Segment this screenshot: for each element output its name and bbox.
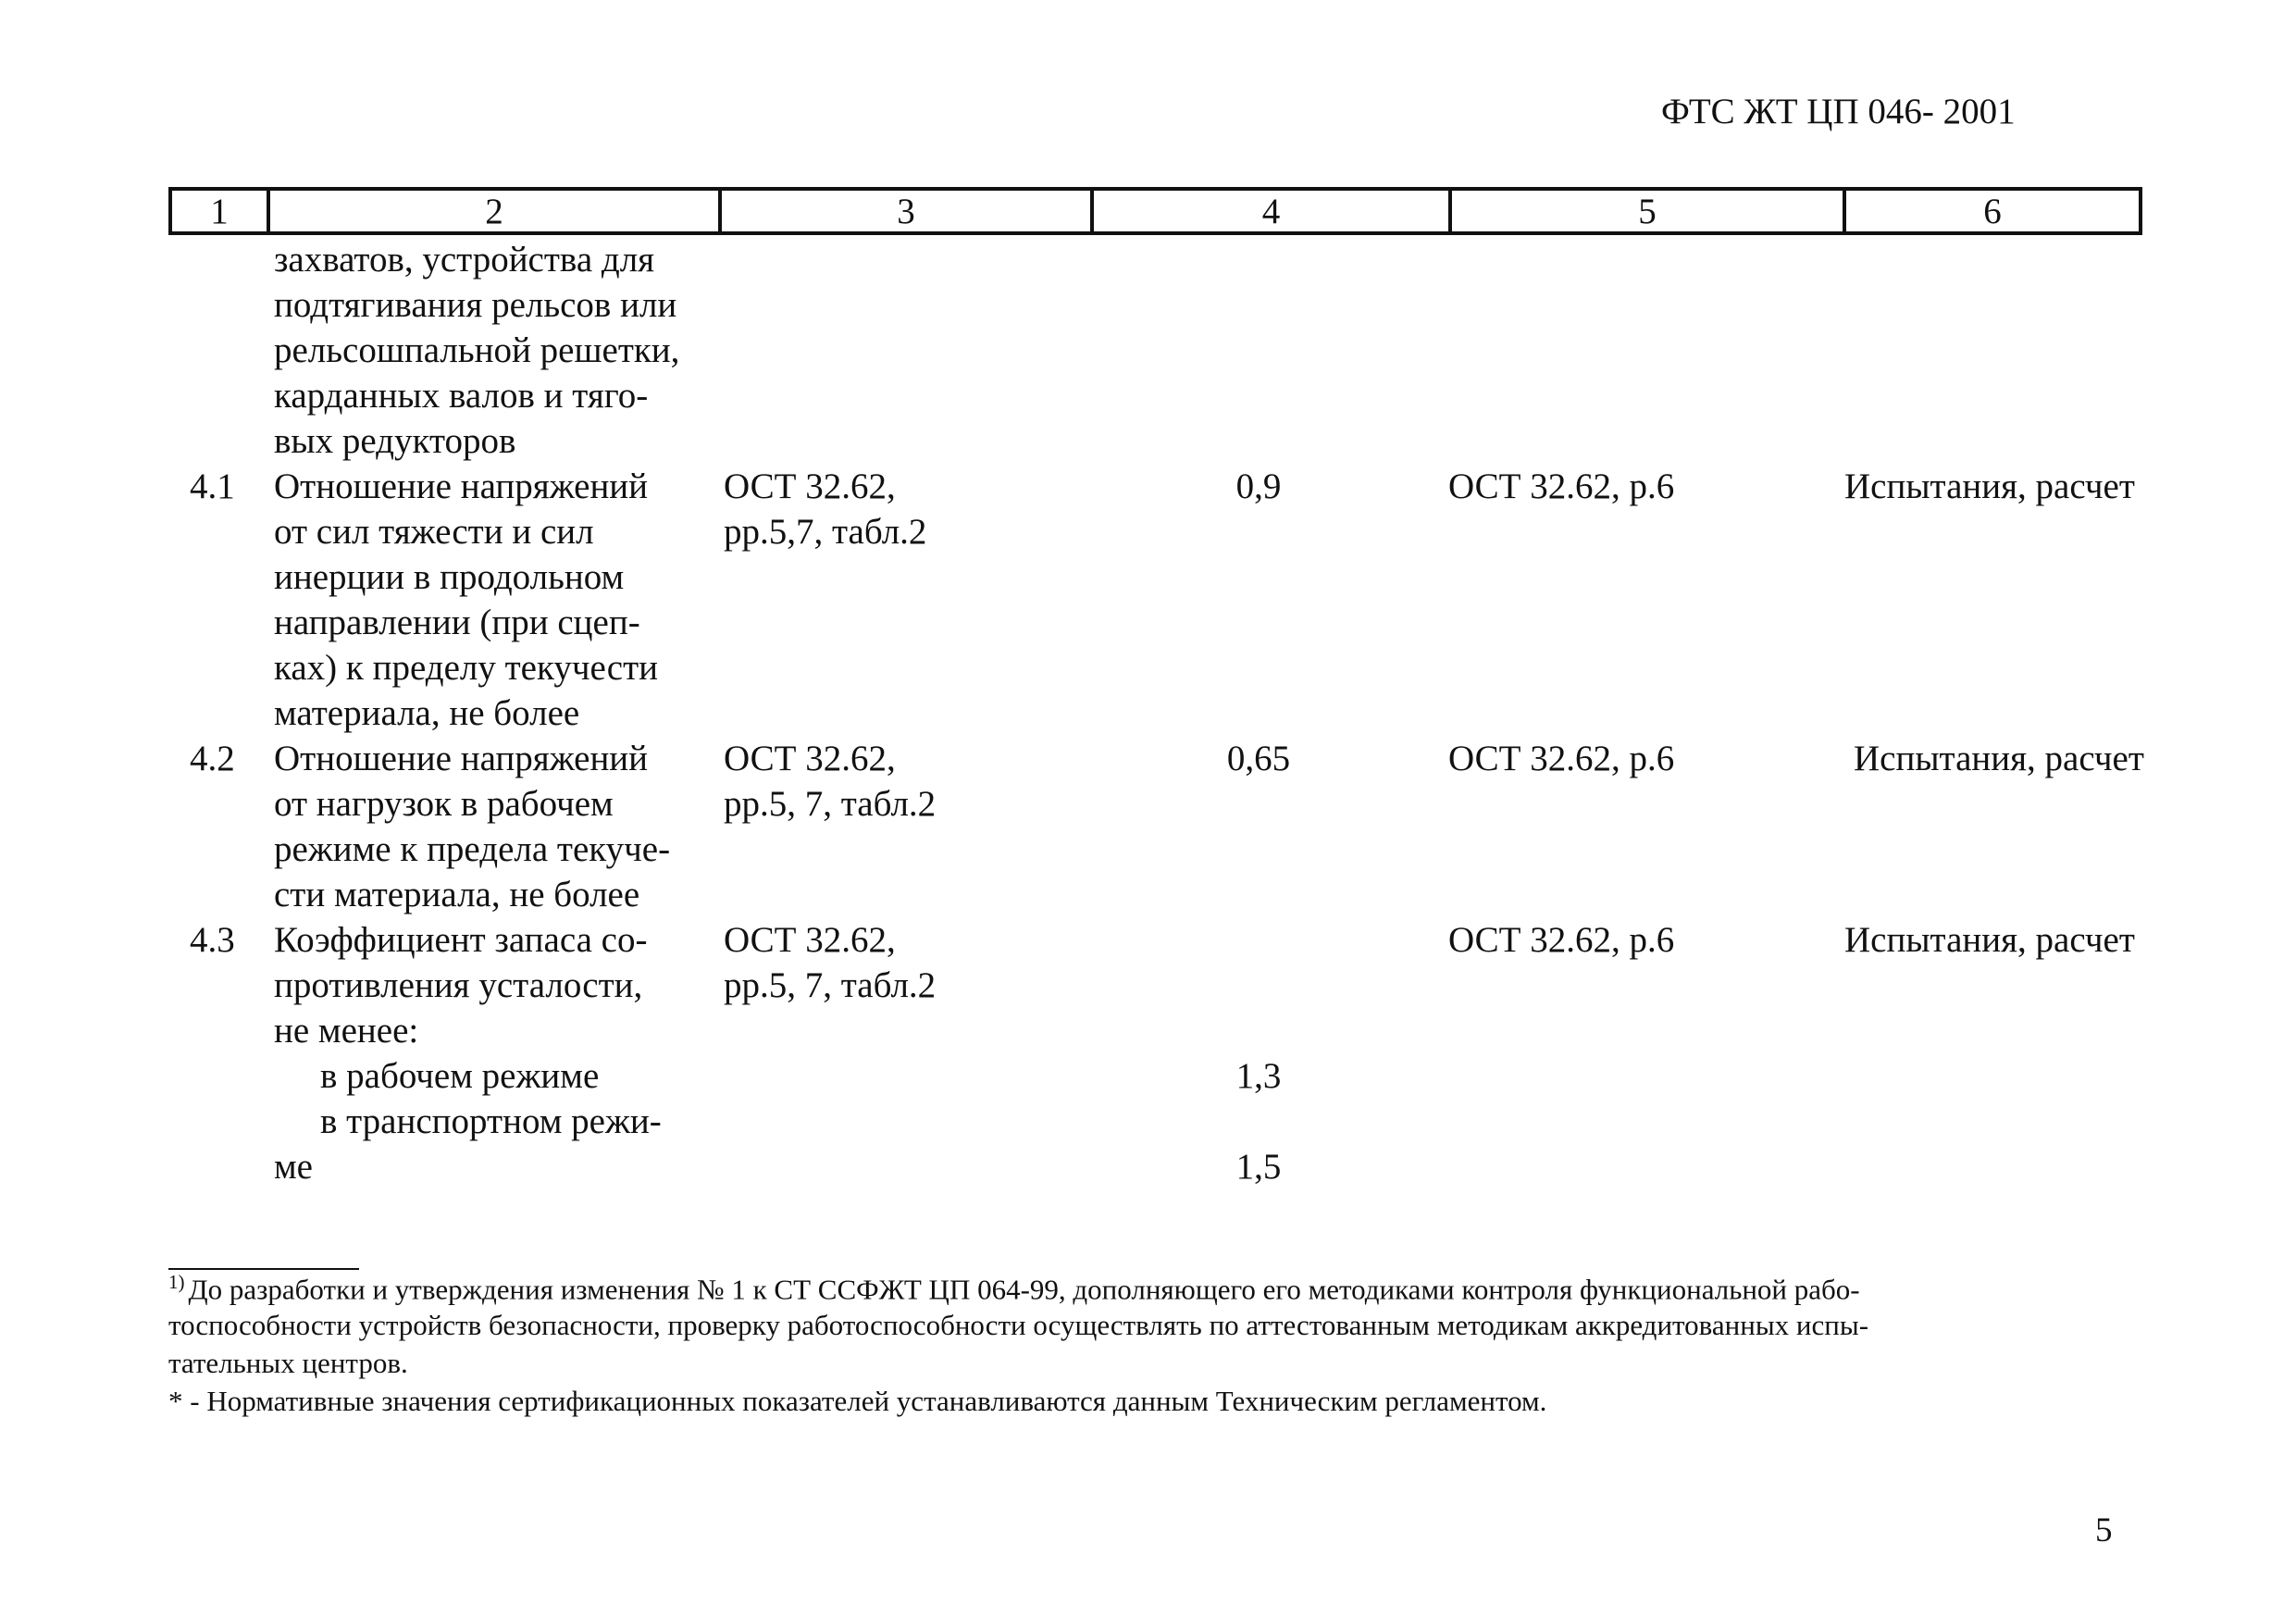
row-description-line: Отношение напряжений (274, 739, 649, 778)
footnote-divider (168, 1268, 359, 1270)
row-description-line: инерции в продольном (274, 557, 625, 597)
column-header-5: 5 (1448, 187, 1843, 235)
column-header-4: 4 (1090, 187, 1448, 235)
row-description-line: направлении (при сцеп- (274, 603, 640, 642)
continuation-line: захватов, устройства для (274, 240, 655, 280)
row-check-type: Испытания, расчет (1844, 920, 2135, 960)
footnote-1-text: До разработки и утверждения изменения № 1 к СТ ССФЖТ ЦП 064-99, дополняющего его методиками контроля функциональной рабо- (188, 1273, 1860, 1306)
column-header-3: 3 (718, 187, 1090, 235)
footnote-2: * - Нормативные значения сертификационных показателей устанавливаются данным Техническим регламентом. (168, 1385, 1547, 1417)
row-description-line: противления усталости, (274, 965, 643, 1005)
column-header-2: 2 (267, 187, 718, 235)
row-number: 4.1 (190, 466, 235, 506)
footnote-1-line (168, 1271, 1860, 1306)
column-header-6: 6 (1843, 187, 2142, 235)
row-description-line: режиме к предела текуче- (274, 829, 671, 869)
row-normative-doc: ОСТ 32.62, (724, 466, 896, 506)
sub-item-label: в рабочем режиме (320, 1056, 600, 1096)
row-method: ОСТ 32.62, р.6 (1448, 466, 1675, 506)
row-number: 4.3 (190, 920, 235, 960)
row-description-line: материала, не более (274, 693, 580, 733)
row-check-type: Испытания, расчет (1854, 739, 2144, 778)
row-description-line: Коэффициент запаса со- (274, 920, 648, 960)
sub-item-value: 1,3 (1235, 1056, 1282, 1096)
table-header-row (168, 187, 2142, 235)
sub-item-label: ме (274, 1147, 313, 1187)
row-normative-doc: ОСТ 32.62, (724, 920, 896, 960)
row-check-type: Испытания, расчет (1844, 466, 2135, 506)
continuation-line: вых редукторов (274, 421, 516, 461)
page-number: 5 (2095, 1511, 2113, 1549)
row-description-line: от сил тяжести и сил (274, 512, 594, 552)
row-normative-doc: рр.5,7, табл.2 (724, 512, 927, 552)
sub-item-label: в транспортном режи- (320, 1101, 662, 1141)
footnote-marker: 1) (168, 1271, 185, 1293)
row-number: 4.2 (190, 739, 235, 778)
row-method: ОСТ 32.62, р.6 (1448, 920, 1675, 960)
row-description-line: Отношение напряжений (274, 466, 649, 506)
row-value: 0,65 (1226, 739, 1291, 778)
continuation-line: карданных валов и тяго- (274, 376, 649, 416)
row-method: ОСТ 32.62, р.6 (1448, 739, 1675, 778)
row-description-line: ках) к пределу текучести (274, 648, 659, 688)
column-header-1: 1 (168, 187, 267, 235)
continuation-line: подтягивания рельсов или (274, 285, 677, 325)
document-code: ФТС ЖТ ЦП 046- 2001 (1661, 92, 2016, 131)
row-description-line: сти материала, не более (274, 875, 640, 914)
row-normative-doc: рр.5, 7, табл.2 (724, 965, 937, 1005)
footnote-1-line: тоспособности устройств безопасности, проверку работоспособности осуществлять по аттестованным методикам аккредитованных испы- (168, 1309, 1869, 1341)
sub-item-value: 1,5 (1235, 1147, 1282, 1187)
row-description-line: не менее: (274, 1011, 419, 1051)
row-normative-doc: ОСТ 32.62, (724, 739, 896, 778)
row-value: 0,9 (1235, 466, 1282, 506)
row-description-line: от нагрузок в рабочем (274, 784, 614, 824)
row-normative-doc: рр.5, 7, табл.2 (724, 784, 937, 824)
continuation-line: рельсошпальной решетки, (274, 330, 680, 370)
footnote-1-line: тательных центров. (168, 1347, 408, 1379)
